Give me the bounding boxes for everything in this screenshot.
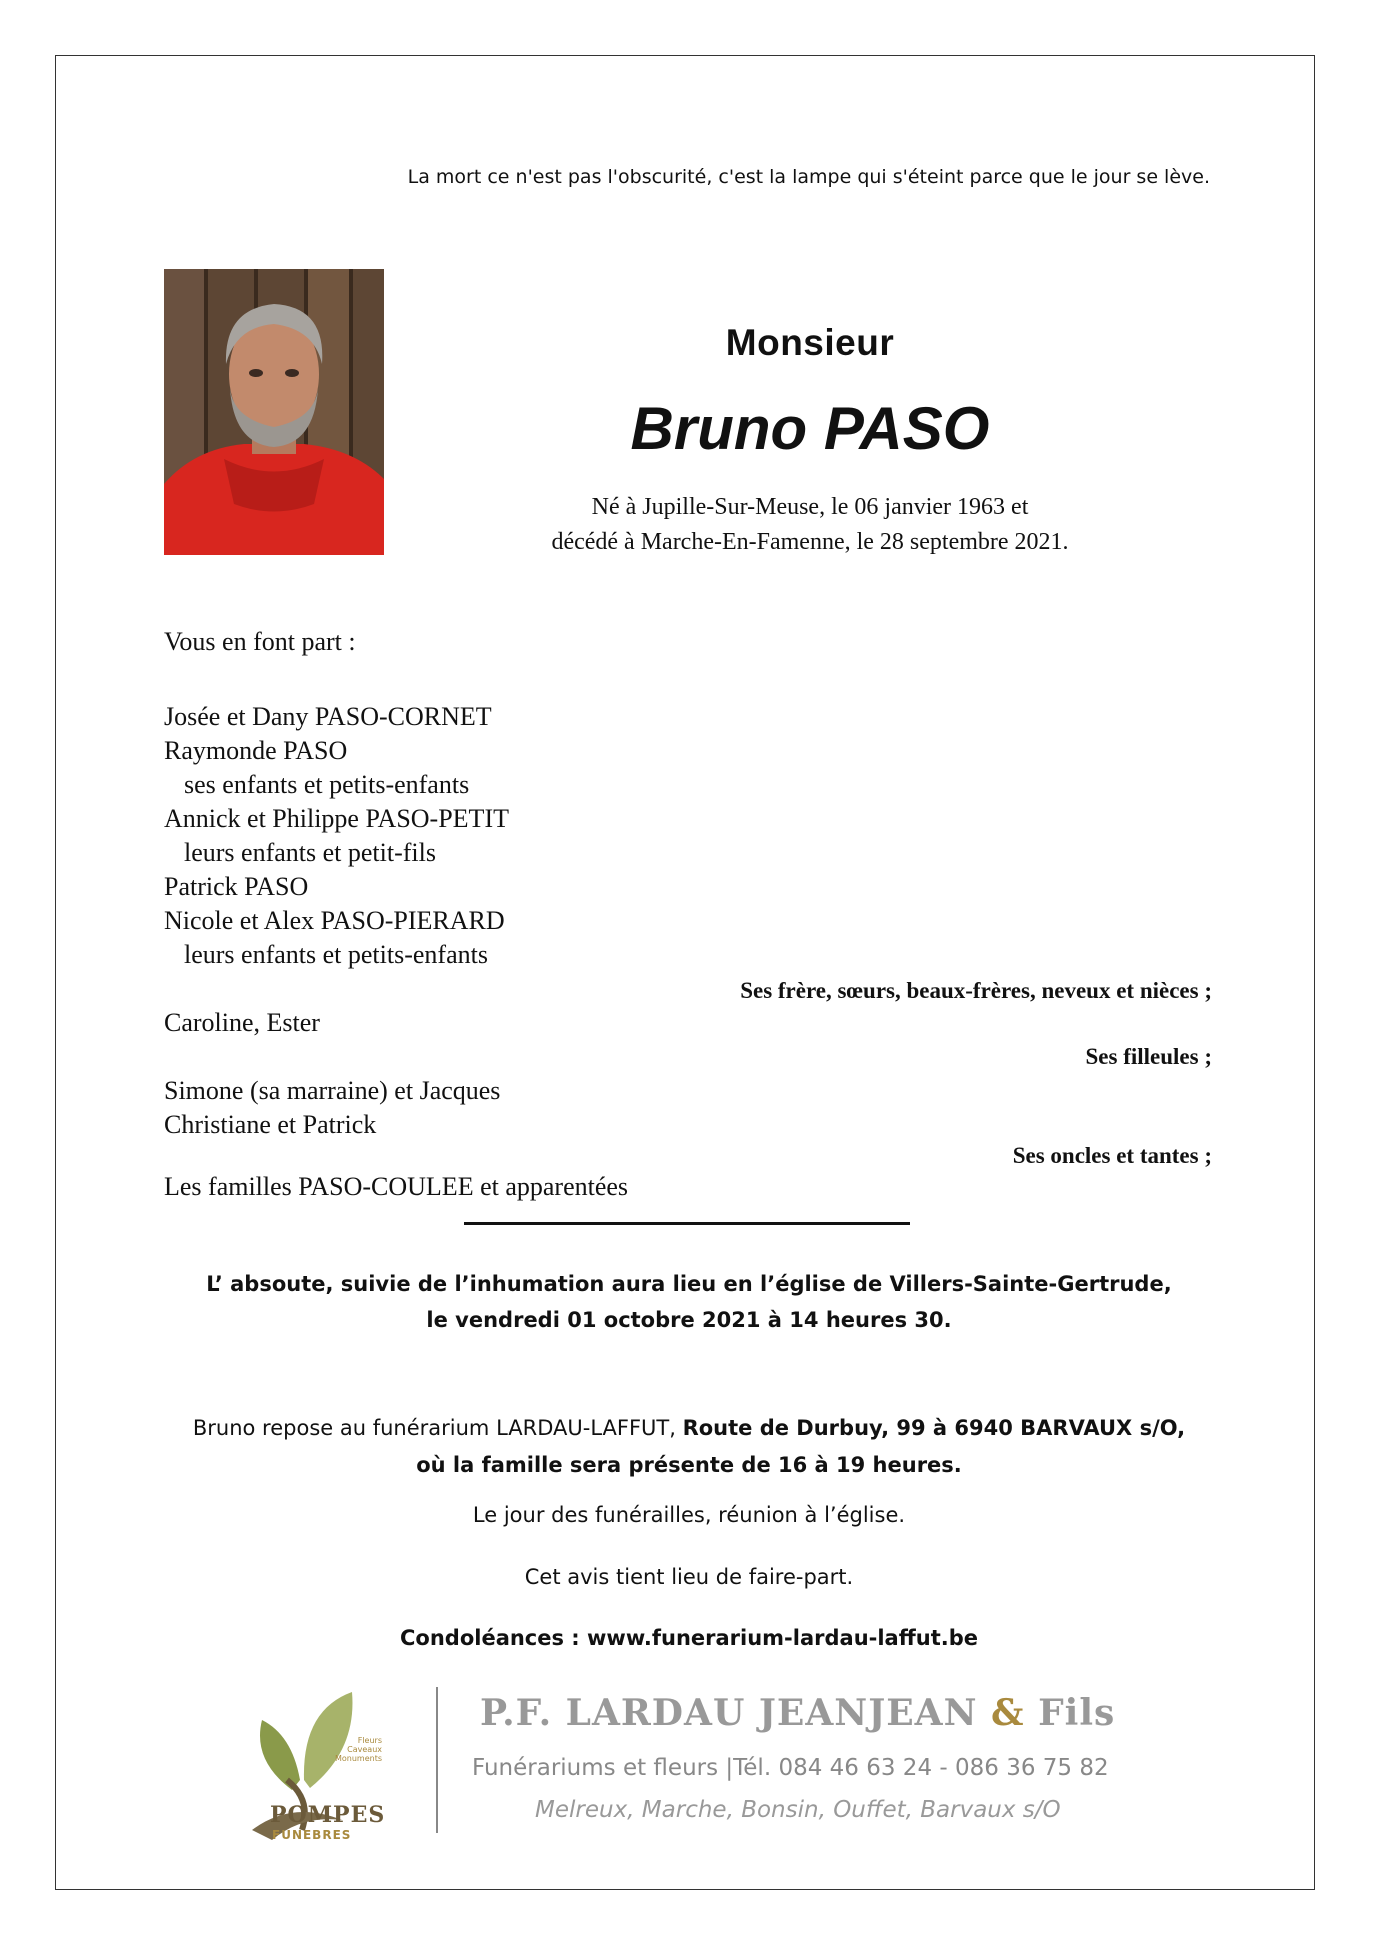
relation-godchildren: Ses filleules ; (1085, 1044, 1212, 1069)
logo-divider (436, 1687, 438, 1833)
deceased-name: Bruno PASO (630, 395, 990, 462)
list-item: Simone (sa marraine) et Jacques (164, 1076, 501, 1105)
logo-side-text: Fleurs (357, 1736, 382, 1745)
visitation-info (100, 1410, 1278, 1484)
list-item: Raymonde PASO (164, 736, 348, 765)
meeting-note: Le jour des funérailles, réunion à l’église. (472, 1503, 906, 1527)
firm-name-part: P.F. LARDAU JEANJEAN (480, 1692, 992, 1734)
list-item: leurs enfants et petit-fils (184, 838, 436, 867)
logo-side-text: Caveaux (347, 1745, 382, 1754)
ceremony-line: L’ absoute, suivie de l’inhumation aura lieu en l’église de Villers-Sainte-Gertrude, (206, 1272, 1172, 1296)
families-line: Les familles PASO-COULEE et apparentées (164, 1172, 629, 1201)
relation-uncles: Ses oncles et tantes ; (1012, 1143, 1212, 1168)
logo-brand-bottom: FUNEBRES (272, 1828, 352, 1842)
announce-label: Vous en font part : (164, 627, 356, 656)
notice-note: Cet avis tient lieu de faire-part. (524, 1565, 854, 1589)
uncles-list (164, 1074, 500, 1142)
visitation-hours: où la famille sera présente de 16 à 19 heures. (416, 1453, 962, 1477)
ceremony-info (100, 1266, 1278, 1338)
birth-line: Né à Jupille-Sur-Meuse, le 06 janvier 1963 et (591, 494, 1029, 520)
list-item: Josée et Dany PASO-CORNET (164, 702, 492, 731)
opening-quote: La mort ce n'est pas l'obscurité, c'est la lampe qui s'éteint parce que le jour se lève. (407, 166, 1210, 188)
firm-locations: Melreux, Marche, Bonsin, Ouffet, Barvaux s/O (535, 1797, 1061, 1823)
list-item: Patrick PASO (164, 872, 309, 901)
birth-death-info (460, 490, 1160, 560)
list-item: ses enfants et petits-enfants (184, 770, 470, 799)
separator-line (464, 1222, 910, 1225)
firm-name-part: Fils (1024, 1692, 1116, 1734)
list-item: Nicole et Alex PASO-PIERARD (164, 906, 505, 935)
civility-title: Monsieur (725, 322, 895, 363)
family-list (164, 700, 509, 972)
rest-prefix: Bruno repose au funérarium LARDAU-LAFFUT, (192, 1416, 683, 1440)
death-line: décédé à Marche-En-Famenne, le 28 septembre 2021. (551, 529, 1069, 555)
list-item: leurs enfants et petits-enfants (184, 940, 488, 969)
portrait-photo (164, 269, 384, 555)
firm-name (480, 1692, 1115, 1734)
condolences-link[interactable]: Condoléances : www.funerarium-lardau-laffut.be (400, 1626, 978, 1650)
firm-subtitle: Funérariums et fleurs |Tél. 084 46 63 24 - 086 36 75 82 (472, 1755, 1109, 1781)
ceremony-date: le vendredi 01 octobre 2021 à 14 heures 30. (426, 1308, 952, 1332)
relation-siblings: Ses frère, sœurs, beaux-frères, neveux et nièces ; (740, 978, 1212, 1003)
leaf-icon (260, 1720, 300, 1790)
firm-ampersand: & (991, 1692, 1025, 1734)
funeral-home-logo (232, 1680, 432, 1855)
logo-brand-top: POMPES (270, 1802, 386, 1828)
godchildren-names: Caroline, Ester (164, 1008, 320, 1037)
list-item: Annick et Philippe PASO-PETIT (164, 804, 509, 833)
logo-side-text: Monuments (334, 1754, 382, 1763)
list-item: Christiane et Patrick (164, 1110, 377, 1139)
rest-address: Route de Durbuy, 99 à 6940 BARVAUX s/O, (682, 1416, 1186, 1440)
